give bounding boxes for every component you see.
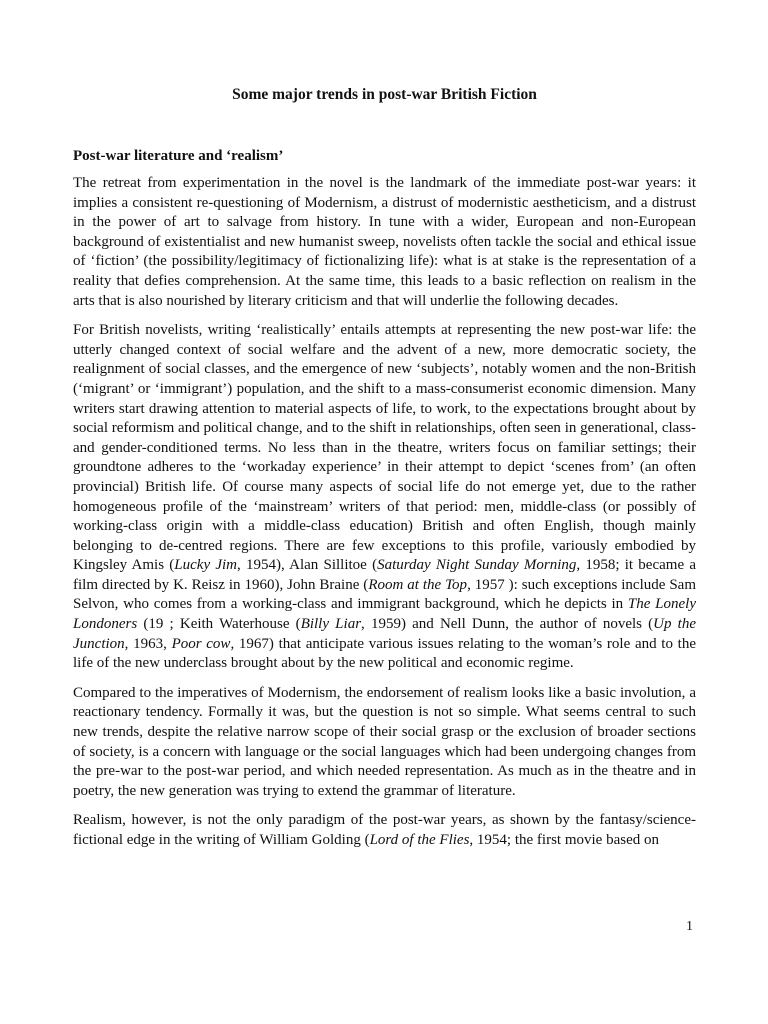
text-run: (19 ; Keith Waterhouse (	[137, 616, 301, 633]
text-run: , 1959) and Nell Dunn, the author of novels (	[361, 616, 654, 633]
text-run: For British novelists, writing ‘realistically’ entails attempts at representing the new post-war life: the utterly changed context of social welfare and the advent of a new, more democratic society, the realignment of social classes, and the emergence of new ‘subjects’, notably women and the non-British (‘migrant’ or ‘immigrant’) population, and the shift to a mass-consumerist economic dimension. Many writers start drawing attention to material aspects of life, to work, to the expectations brought about by social reformism and political change, and to the shift in relationships, often seen in generational, class- and gender-conditioned terms. No less than in the theatre, writers focus on familiar settings; their groundtone adheres to the ‘workaday experience’ in their attempt to depict ‘scenes from’ (an often provincial) British life. Of course many aspects of social life do not emerge yet, due to the rather homogeneous profile of the ‘mainstream’ writers of that period: men, middle-class (or possibly of working-class origin with a middle-class education) British and often English, though mainly belonging to de-centred regions. There are few exceptions to this profile, variously embodied by Kingsley Amis (	[73, 322, 696, 574]
text-run: 1958; it became a film directed by K. Reisz in 1960), John Braine (	[73, 557, 696, 593]
italic-title: Saturday Night Sunday Morning,	[377, 557, 581, 574]
text-run: Realism, however, is not the only paradigm of the post-war years, as shown by the fantasy/science-fictional edge in the writing of William Golding (	[73, 812, 696, 848]
italic-title: Lord of the Flies	[369, 832, 470, 848]
text-run: Compared to the imperatives of Modernism, the endorsement of realism looks like a basic involution, a reactionary tendency. Formally it was, but the question is not so simple. What seems central to such new trends, despite the relative narrow scope of their social grasp or the exclusion of broader sections of society, is a concern with language or the social languages which had been undergoing changes from the pre-war to the post-war period, and which needed representation. As much as in the theatre and in poetry, the new generation was trying to extend the grammar of literature.	[73, 684, 696, 799]
italic-title: Room at the Top	[368, 576, 468, 593]
page-number: 1	[686, 919, 693, 934]
paragraph-1	[73, 174, 696, 311]
section-heading: Post-war literature and ‘realism’	[73, 148, 284, 164]
italic-title: The Lonely Londoners	[73, 596, 696, 633]
text-run: , 1954), Alan Sillitoe (	[237, 557, 378, 574]
paragraph-4	[73, 811, 696, 850]
italic-title: Poor cow	[171, 635, 231, 652]
text-run: , 1967) that anticipate various issues relating to the woman’s role and to the life of the new underclass brought about by the new political and economic regime.	[73, 635, 696, 672]
paragraph-3	[73, 684, 696, 802]
text-run: The retreat from experimentation in the novel is the landmark of the immediate post-war years: it implies a consistent re-questioning of Modernism, a distrust of modernistic aestheticism, and a distrust in the power of art to salvage from history. In tune with a wider, European and non-European background of existentialist and new humanist sweep, novelists often tackle the social and ethical issue of ‘fiction’ (the possibility/legitimacy of fictionalizing life): what is at stake is the representation of a reality that defies comprehension. At the same time, this leads to a basic reflection on realism in the arts that is also nourished by literary criticism and that will underlie the following decades.	[73, 175, 696, 309]
document-page	[73, 84, 696, 861]
paragraph-2	[73, 321, 696, 674]
italic-title: Lucky Jim	[174, 557, 237, 574]
text-run: , 1957 ): such exceptions include Sam Selvon, who comes from a working-class and immigrant background, which he depicts in	[73, 576, 697, 613]
document-title: Some major trends in post-war British Fiction	[232, 86, 537, 103]
italic-title: Up the Junction	[73, 616, 696, 652]
text-run: , 1963,	[124, 635, 172, 652]
italic-title: Billy Liar	[300, 616, 362, 633]
text-run: , 1954; the first movie based on	[469, 832, 659, 848]
body-text	[73, 174, 696, 851]
